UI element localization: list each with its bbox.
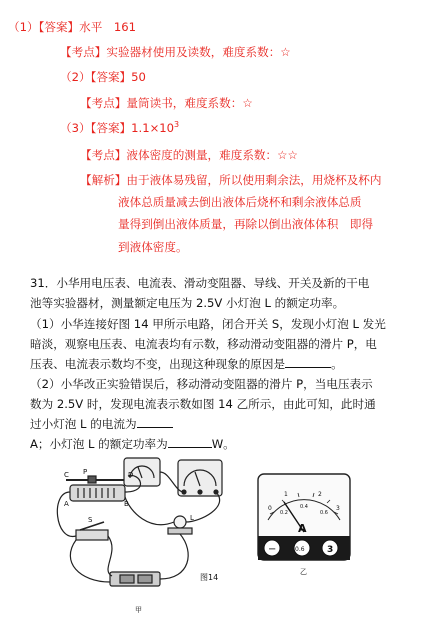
question-line-5: 压表、电流表示数均不变，出现这种现象的原因是 。 <box>30 357 343 371</box>
kaodian-text: 液体密度的测量，难度系数：☆☆ <box>126 148 298 162</box>
label-yi: 乙 <box>300 568 307 576</box>
answer-1 <box>8 20 136 34</box>
answer-blank-1[interactable] <box>285 357 331 368</box>
question-line-3: （1）小华连接好图 14 甲所示电路，闭合开关 S，发现小灯泡 L 发光 <box>30 317 386 331</box>
answer-3-prefix: （3）【答案】 <box>60 121 132 135</box>
question-line-4: 暗淡，观察电压表、电流表均有示数，移动滑动变阻器的滑片 P，电 <box>30 337 377 351</box>
terminal-minus: − <box>268 544 277 555</box>
ammeter-dial <box>258 474 350 560</box>
tick-3: 3 <box>336 505 340 512</box>
terminal-0.6: 0.6 <box>295 546 305 553</box>
analysis-line-4: 到液体密度。 <box>118 240 188 254</box>
lamp <box>174 516 186 528</box>
answer-3-exponent: 3 <box>174 120 180 130</box>
ammeter-unit: A <box>298 522 307 535</box>
label-L: L <box>190 514 194 522</box>
kaodian-label: 【考点】 <box>80 148 127 162</box>
figure-caption: 图14 <box>200 573 219 582</box>
switch <box>76 530 108 540</box>
answer-2-prefix: （2）【答案】 <box>60 70 132 84</box>
analysis-label: 【解析】 <box>80 173 127 187</box>
subtick-0.2: 0.2 <box>280 510 288 516</box>
answer-blank-2[interactable] <box>137 417 173 428</box>
label-S: S <box>88 516 93 524</box>
answer-1-value: 水平 161 <box>79 20 137 34</box>
answer-3 <box>60 121 179 135</box>
terminal-3: 3 <box>327 545 334 555</box>
analysis-line-2: 液体总质量减去倒出液体后烧杯和剩余液体总质 <box>118 195 362 209</box>
label-A: A <box>64 500 69 508</box>
question-line-9: A；小灯泡 L 的额定功率为 W。 <box>30 437 235 451</box>
question-line-2: 池等实验器材，测量额定电压为 2.5V 小灯泡 L 的额定功率。 <box>30 296 345 310</box>
figure-14 <box>0 452 428 632</box>
label-B: B <box>124 500 129 508</box>
question-line-8: 过小灯泡 L 的电流为 <box>30 417 173 431</box>
kaodian-label: 【考点】 <box>80 96 127 110</box>
label-C: C <box>64 471 69 479</box>
tick-2: 2 <box>318 491 322 498</box>
tick-1: 1 <box>284 491 288 498</box>
rheostat-slider <box>88 476 96 483</box>
tick-0: 0 <box>268 505 272 512</box>
circuit-diagram <box>57 458 222 586</box>
subtick-0.4: 0.4 <box>300 504 308 510</box>
answer-1-prefix: （1）【答案】 <box>8 20 80 34</box>
answer-2-value: 50 <box>131 70 146 84</box>
kaodian-text: 实验器材使用及读数，难度系数：☆ <box>106 45 291 59</box>
kaodian-text: 量筒读书，难度系数：☆ <box>126 96 253 110</box>
answer-3-value: 1.1×10 <box>131 121 175 135</box>
subtick-0.6: 0.6 <box>320 510 328 516</box>
question-line-7: 数为 2.5V 时，发现电流表示数如图 14 乙所示，由此可知，此时通 <box>30 397 376 411</box>
kaodian-1 <box>60 45 291 59</box>
kaodian-label: 【考点】 <box>60 45 107 59</box>
answer-blank-3[interactable] <box>168 437 212 448</box>
question-line-1: 31．小华用电压表、电流表、滑动变阻器、导线、开关及新的干电 <box>30 276 370 290</box>
kaodian-2 <box>80 96 253 110</box>
label-jia: 甲 <box>135 606 142 614</box>
label-D: D <box>128 471 134 479</box>
answer-2 <box>60 70 146 84</box>
analysis-line-1: 【解析】由于液体易残留，所以使用剩余法，用烧杯及杯内 <box>80 173 382 187</box>
question-line-6: （2）小华改正实验错误后，移动滑动变阻器的滑片 P，当电压表示 <box>30 377 373 391</box>
label-P: P <box>83 468 88 476</box>
analysis-line-3: 量得到倒出液体质量，再除以倒出液体体积 即得 <box>118 217 374 231</box>
kaodian-3 <box>80 148 298 162</box>
